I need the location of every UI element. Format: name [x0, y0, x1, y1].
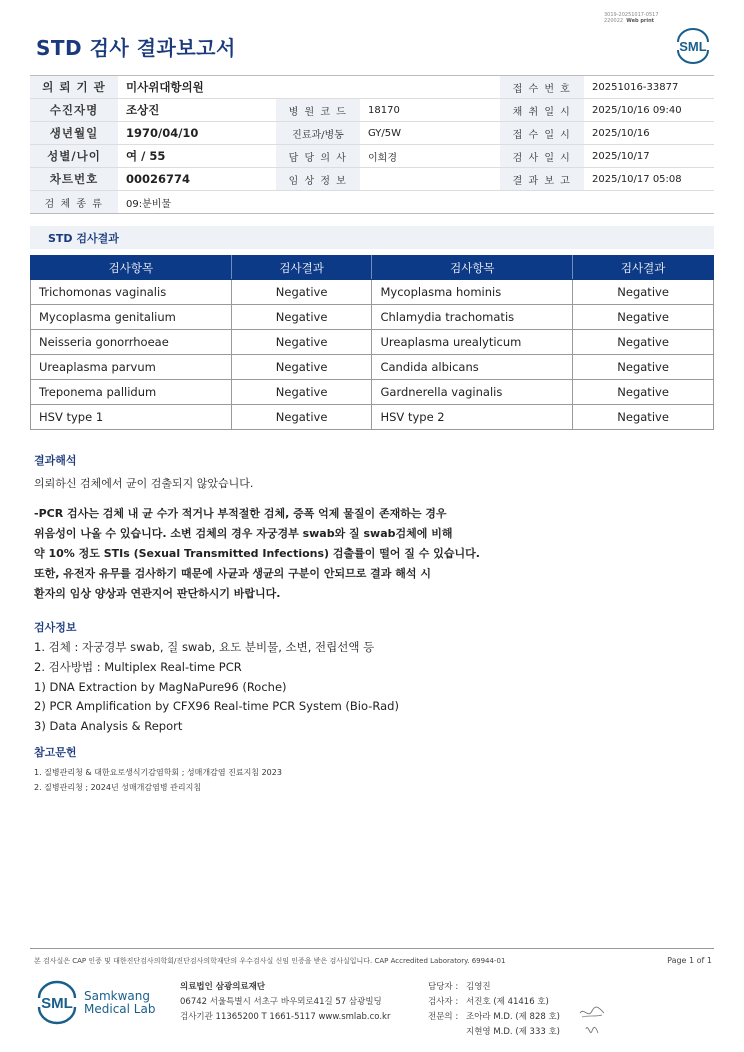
dept-value: GY/5W [368, 127, 401, 139]
organization-info [180, 980, 390, 1025]
results-section-title: STD 검사결과 [30, 226, 714, 249]
tested-label: 검 사 일 시 [500, 145, 584, 167]
collection-value: 2025/10/16 09:40 [592, 104, 682, 116]
test-item: HSV type 1 [31, 405, 232, 430]
org-address: 06742 서울특별시 서초구 바우뫼로41길 57 삼광빌딩 [180, 997, 382, 1007]
test-item: Ureaplasma urealyticum [372, 330, 573, 355]
table-row [31, 280, 714, 305]
chart-value: 00026774 [126, 172, 191, 186]
test-info-line: 1) DNA Extraction by MagNaPure96 (Roche) [34, 679, 287, 694]
org-contact: 검사기관 11365200 T 1661-5117 www.smlab.co.kr [180, 1012, 391, 1022]
test-result: Negative [231, 330, 372, 355]
table-row [31, 305, 714, 330]
test-item: Chlamydia trachomatis [372, 305, 573, 330]
header-test-item: 검사항목 [372, 256, 573, 280]
test-item: Candida albicans [372, 355, 573, 380]
receipt-no-value: 20251016-33877 [592, 81, 679, 93]
hospital-code-label: 병 원 코 드 [276, 99, 360, 121]
references-list [34, 765, 282, 795]
test-result: Negative [573, 330, 714, 355]
test-info-line: 2) PCR Amplification by CFX96 Real-time PCR System (Bio-Rad) [34, 699, 399, 714]
test-result: Negative [231, 305, 372, 330]
info-row-sex-age [30, 145, 714, 168]
clinical-label: 임 상 정 보 [276, 168, 360, 190]
test-item: Treponema pallidum [31, 380, 232, 405]
references-title: 참고문헌 [34, 746, 77, 759]
collection-label: 채 취 일 시 [500, 99, 584, 121]
interpretation-summary: 의뢰하신 검체에서 균이 검출되지 않았습니다. [34, 477, 254, 490]
info-row-institution [30, 76, 714, 99]
chart-label: 차트번호 [30, 168, 118, 190]
reported-value: 2025/10/17 05:08 [592, 173, 682, 185]
accreditation-note: 본 검사실은 CAP 인증 및 대한진단검사의학회/진단검사의학재단의 우수검사실 신임 인증을 받은 검사실입니다. CAP Accredited Laboratory. 69944-01 [34, 957, 506, 965]
institution-value: 미사위대항의원 [126, 80, 204, 94]
interpretation-title: 결과해석 [34, 454, 77, 467]
sex-age-label: 성별/나이 [30, 145, 118, 167]
reference-item: 2. 질병관리청 ; 2024년 성매개감염병 관리지침 [34, 783, 202, 792]
test-result: Negative [573, 305, 714, 330]
staff-row: 검사자 : 서진호 (제 41416 호) [428, 997, 549, 1007]
info-row-dob [30, 122, 714, 145]
test-result: Negative [231, 380, 372, 405]
clinical-value [360, 168, 500, 190]
info-row-chart [30, 168, 714, 191]
interpretation-line: 위음성이 나올 수 있습니다. 소변 검체의 경우 자궁경부 swab와 질 swab검체에 비해 [34, 527, 453, 540]
staff-row: 전문의 : 조아라 M.D. (제 828 호) [428, 1012, 561, 1022]
test-item: Gardnerella vaginalis [372, 380, 573, 405]
report-title: STD 검사 결과보고서 [36, 36, 236, 60]
test-result: Negative [231, 355, 372, 380]
name-value: 조상진 [126, 103, 160, 117]
org-name: 의료법인 삼광의료재단 [180, 982, 266, 992]
brand-name: Samkwang Medical Lab [84, 989, 156, 1016]
dept-label: 진료과/병동 [276, 122, 360, 144]
signature-icon [578, 1005, 608, 1041]
document-code: 3019-20251017-0517 220022 Web print [604, 12, 659, 24]
test-item: Mycoplasma genitalium [31, 305, 232, 330]
name-label: 수진자명 [30, 99, 118, 121]
received-label: 접 수 일 시 [500, 122, 584, 144]
results-table [30, 255, 714, 430]
doctor-label: 담 당 의 사 [276, 145, 360, 167]
test-result: Negative [573, 405, 714, 430]
dob-value: 1970/04/10 [126, 126, 199, 140]
header-test-item: 검사항목 [31, 256, 232, 280]
table-row [31, 405, 714, 430]
table-row [31, 355, 714, 380]
receipt-no-label: 접 수 번 호 [500, 76, 584, 98]
patient-info-table [30, 75, 714, 214]
page-number: Page 1 of 1 [667, 956, 712, 965]
sml-logo-icon [34, 978, 80, 1026]
interpretation-line: -PCR 검사는 검체 내 균 수가 적거나 부적절한 검체, 증폭 억제 물질이 존재하는 경우 [34, 507, 447, 520]
test-item: Mycoplasma hominis [372, 280, 573, 305]
specimen-value: 09:분비물 [126, 198, 172, 210]
test-result: Negative [231, 405, 372, 430]
table-row [31, 330, 714, 355]
staff-row: 담당자 : 김영진 [428, 982, 491, 992]
staff-list [428, 980, 560, 1040]
sex-age-value: 여 / 55 [126, 149, 166, 163]
test-result: Negative [573, 280, 714, 305]
test-info-list [34, 638, 399, 737]
info-row-specimen [30, 191, 714, 214]
test-item: Neisseria gonorrhoeae [31, 330, 232, 355]
test-item: Trichomonas vaginalis [31, 280, 232, 305]
results-header-row [31, 256, 714, 280]
tested-value: 2025/10/17 [592, 150, 650, 162]
staff-row: 지현영 M.D. (제 333 호) [466, 1027, 561, 1037]
footer-divider [30, 948, 714, 949]
institution-label: 의 뢰 기 관 [30, 76, 118, 98]
received-value: 2025/10/16 [592, 127, 650, 139]
test-info-title: 검사정보 [34, 621, 77, 634]
interpretation-line: 환자의 임상 양상과 연관지어 판단하시기 바랍니다. [34, 587, 281, 600]
specimen-label: 검 체 종 류 [30, 191, 118, 213]
table-row [31, 380, 714, 405]
interpretation-line: 약 10% 정도 STIs (Sexual Transmitted Infections) 검출률이 떨어 질 수 있습니다. [34, 547, 480, 560]
test-info-line: 2. 검사방법 : Multiplex Real-time PCR [34, 659, 242, 674]
test-result: Negative [231, 280, 372, 305]
reference-item: 1. 질병관리청 & 대한요로생식기감염학회 ; 성매개감염 진료지침 2023 [34, 768, 282, 777]
reported-label: 결 과 보 고 [500, 168, 584, 190]
header-test-result: 검사결과 [573, 256, 714, 280]
doctor-value: 이희경 [368, 152, 397, 164]
test-info-line: 3) Data Analysis & Report [34, 719, 183, 734]
test-result: Negative [573, 380, 714, 405]
info-row-name [30, 99, 714, 122]
interpretation-notes [34, 504, 480, 604]
dob-label: 생년월일 [30, 122, 118, 144]
svg-text:SML: SML [41, 995, 73, 1012]
svg-text:SML: SML [679, 39, 707, 54]
test-item: HSV type 2 [372, 405, 573, 430]
test-item: Ureaplasma parvum [31, 355, 232, 380]
sml-logo-icon [672, 26, 714, 64]
header-test-result: 검사결과 [231, 256, 372, 280]
hospital-code-value: 18170 [368, 104, 400, 116]
interpretation-line: 또한, 유전자 유무를 검사하기 때문에 사균과 생균의 구분이 안되므로 결과 해석 시 [34, 567, 431, 580]
test-info-line: 1. 검체 : 자궁경부 swab, 질 swab, 요도 분비물, 소변, 전립선액 등 [34, 640, 375, 654]
test-result: Negative [573, 355, 714, 380]
